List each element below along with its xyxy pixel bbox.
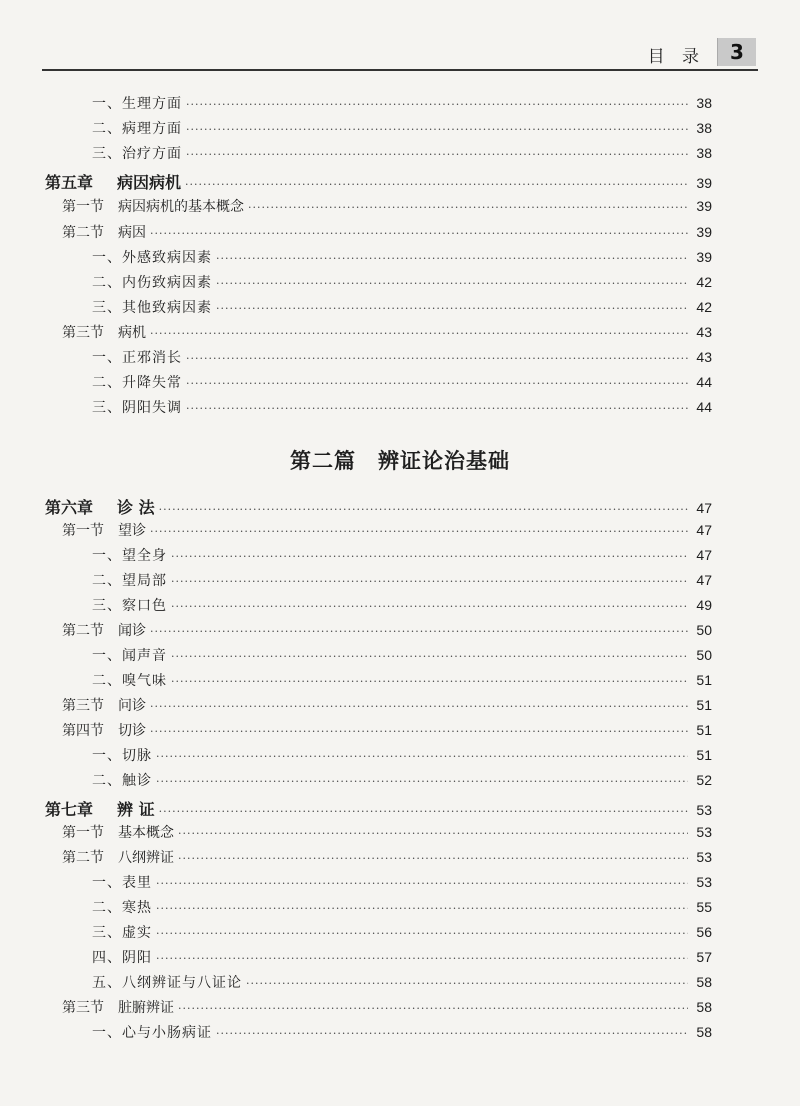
dot-leader	[185, 178, 688, 191]
toc-item-row	[92, 347, 712, 369]
toc-entry-name: 病因病机	[117, 173, 182, 192]
dot-leader	[186, 148, 688, 161]
toc-entry-prefix: 第一节	[62, 523, 104, 539]
toc-page-number: 38	[696, 145, 712, 161]
toc-item-row	[92, 397, 712, 419]
toc-page-number: 56	[696, 924, 712, 940]
toc-page-number: 53	[696, 849, 712, 865]
toc-entry-label: 三、阴阳失调	[92, 400, 182, 416]
dot-leader	[216, 252, 688, 265]
toc-entry-name: 病因病机的基本概念	[118, 199, 244, 215]
dot-leader	[156, 927, 688, 940]
dot-leader	[150, 625, 688, 638]
toc-item-row	[92, 297, 712, 319]
toc-page-number: 58	[696, 1024, 712, 1040]
toc-page-number: 39	[696, 224, 712, 240]
toc-page-number: 51	[696, 722, 712, 738]
toc-section-row	[62, 822, 712, 844]
toc-entry-label: 二、升降失常	[92, 375, 182, 391]
toc-page-number: 42	[696, 274, 712, 290]
toc-entry-name: 辨 证	[117, 800, 155, 819]
toc-entry-label: 三、其他致病因素	[92, 300, 212, 316]
dot-leader	[150, 327, 688, 340]
toc-entry-label	[45, 797, 155, 820]
dot-leader	[216, 277, 688, 290]
toc-section-row	[62, 847, 712, 869]
toc-item-row	[92, 93, 712, 115]
toc-page-number: 47	[696, 500, 712, 516]
toc-entry-name: 八纲辨证	[118, 850, 174, 866]
header-label: 目 录	[647, 47, 705, 67]
toc-section-row	[62, 196, 712, 218]
toc-entry-prefix: 第三节	[62, 698, 104, 714]
toc-page-number: 47	[696, 522, 712, 538]
toc-entry-label	[62, 222, 146, 242]
toc-item-row	[92, 247, 712, 269]
toc-entry-label: 二、嗅气味	[92, 673, 167, 689]
dot-leader	[186, 98, 688, 111]
dot-leader	[150, 227, 688, 240]
toc-entry-prefix: 第四节	[62, 723, 104, 739]
dot-leader	[178, 827, 688, 840]
toc-entry-label: 三、察口色	[92, 598, 167, 614]
toc-section-row	[62, 322, 712, 344]
toc-page-number: 53	[696, 802, 712, 818]
toc-entry-prefix: 第二节	[62, 225, 104, 241]
toc-page-number: 43	[696, 349, 712, 365]
toc-entry-label	[45, 170, 181, 193]
header-rule	[42, 69, 758, 71]
dot-leader	[171, 550, 688, 563]
toc-item-row	[92, 897, 712, 919]
toc-item-row	[92, 272, 712, 294]
toc-entry-label	[62, 822, 174, 842]
toc-page-number: 44	[696, 399, 712, 415]
toc-page-number: 50	[696, 647, 712, 663]
toc-entry-prefix: 第六章	[45, 498, 94, 517]
toc-chapter-row	[45, 495, 712, 517]
toc-entry-label: 一、表里	[92, 875, 152, 891]
toc-item-row	[92, 372, 712, 394]
toc-entry-label: 二、望局部	[92, 573, 167, 589]
toc-entry-label	[62, 620, 146, 640]
toc-entry-label: 四、阴阳	[92, 950, 152, 966]
dot-leader	[156, 775, 688, 788]
dot-leader	[156, 750, 688, 763]
toc-entry-label: 二、内伤致病因素	[92, 275, 212, 291]
toc-item-row	[92, 545, 712, 567]
toc-entry-label: 一、切脉	[92, 748, 152, 764]
toc-entry-prefix: 第五章	[45, 173, 94, 192]
toc-entry-label: 三、治疗方面	[92, 146, 182, 162]
toc-page-number: 39	[696, 175, 712, 191]
part-title-name: 辨证论治基础	[378, 449, 510, 473]
toc-entry-prefix: 第二节	[62, 850, 104, 866]
toc-entry-prefix: 第一节	[62, 825, 104, 841]
toc-item-row	[92, 595, 712, 617]
toc-entry-label: 二、触诊	[92, 773, 152, 789]
dot-leader	[186, 377, 688, 390]
toc-entry-prefix: 第七章	[45, 800, 94, 819]
dot-leader	[156, 902, 688, 915]
toc-page-number: 49	[696, 597, 712, 613]
dot-leader	[150, 725, 688, 738]
toc-page-number: 47	[696, 572, 712, 588]
toc-entry-name: 问诊	[118, 698, 146, 714]
dot-leader	[150, 525, 688, 538]
dot-leader	[156, 952, 688, 965]
dot-leader	[216, 302, 688, 315]
toc-item-row	[92, 770, 712, 792]
toc-item-row	[92, 922, 712, 944]
toc-section-row	[62, 520, 712, 542]
toc-page-number: 39	[696, 249, 712, 265]
toc-entry-label: 二、病理方面	[92, 121, 182, 137]
toc-page-number: 57	[696, 949, 712, 965]
toc-page-number: 55	[696, 899, 712, 915]
toc-page-number: 42	[696, 299, 712, 315]
toc-page-number: 38	[696, 120, 712, 136]
part-title	[0, 445, 800, 475]
toc-page-number: 58	[696, 974, 712, 990]
toc-entry-label	[62, 847, 174, 867]
toc-entry-name: 闻诊	[118, 623, 146, 639]
toc-entry-name: 诊 法	[117, 498, 155, 517]
toc-page-number: 51	[696, 672, 712, 688]
toc-entry-label: 五、八纲辨证与八证论	[92, 975, 242, 991]
toc-page-number: 53	[696, 874, 712, 890]
toc-entry-label: 一、闻声音	[92, 648, 167, 664]
part-title-prefix: 第二篇	[290, 449, 356, 473]
toc-section-row	[62, 695, 712, 717]
toc-item-row	[92, 972, 712, 994]
toc-item-row	[92, 645, 712, 667]
toc-entry-label	[62, 997, 174, 1017]
toc-page-number: 39	[696, 198, 712, 214]
toc-section-row	[62, 620, 712, 642]
toc-entry-label	[62, 695, 146, 715]
toc-entry-prefix: 第三节	[62, 1000, 104, 1016]
toc-entry-prefix: 第三节	[62, 325, 104, 341]
dot-leader	[216, 1027, 688, 1040]
toc-entry-label: 一、心与小肠病证	[92, 1025, 212, 1041]
page-number: 3	[717, 38, 756, 66]
toc-page-number: 43	[696, 324, 712, 340]
toc-item-row	[92, 745, 712, 767]
dot-leader	[150, 700, 688, 713]
toc-entry-name: 病机	[118, 325, 146, 341]
toc-page-number: 44	[696, 374, 712, 390]
toc-chapter-row	[45, 797, 712, 819]
toc-section-row	[62, 720, 712, 742]
dot-leader	[178, 1002, 688, 1015]
toc-item-row	[92, 1022, 712, 1044]
toc-entry-name: 病因	[118, 225, 146, 241]
toc-entry-label: 一、外感致病因素	[92, 250, 212, 266]
toc-entry-label: 二、寒热	[92, 900, 152, 916]
toc-entry-label: 一、望全身	[92, 548, 167, 564]
dot-leader	[186, 352, 688, 365]
toc-entry-label	[62, 520, 146, 540]
dot-leader	[248, 201, 688, 214]
toc-page-number: 38	[696, 95, 712, 111]
toc-page-number: 47	[696, 547, 712, 563]
toc-item-row	[92, 947, 712, 969]
toc-page-number: 51	[696, 747, 712, 763]
toc-page-number: 52	[696, 772, 712, 788]
toc-item-row	[92, 872, 712, 894]
toc-page-number: 51	[696, 697, 712, 713]
dot-leader	[186, 123, 688, 136]
toc-entry-label: 一、正邪消长	[92, 350, 182, 366]
dot-leader	[246, 977, 688, 990]
page-header	[0, 0, 800, 80]
toc-item-row	[92, 570, 712, 592]
dot-leader	[171, 600, 688, 613]
toc-section-row	[62, 997, 712, 1019]
toc-entry-name: 切诊	[118, 723, 146, 739]
dot-leader	[186, 402, 688, 415]
toc-section-row	[62, 222, 712, 244]
toc-entry-name: 基本概念	[118, 825, 174, 841]
toc-entry-label	[62, 322, 146, 342]
toc-chapter-row	[45, 170, 712, 192]
toc-entry-label: 三、虚实	[92, 925, 152, 941]
dot-leader	[178, 852, 688, 865]
toc-entry-label	[45, 495, 155, 518]
dot-leader	[171, 575, 688, 588]
dot-leader	[171, 675, 688, 688]
toc-entry-label	[62, 720, 146, 740]
dot-leader	[171, 650, 688, 663]
dot-leader	[159, 503, 688, 516]
toc-page-number: 50	[696, 622, 712, 638]
toc-page-number: 53	[696, 824, 712, 840]
toc-entry-label: 一、生理方面	[92, 96, 182, 112]
toc-entry-prefix: 第二节	[62, 623, 104, 639]
dot-leader	[156, 877, 688, 890]
toc-entry-name: 望诊	[118, 523, 146, 539]
toc-item-row	[92, 143, 712, 165]
toc-entry-name: 脏腑辨证	[118, 1000, 174, 1016]
toc-page-number: 58	[696, 999, 712, 1015]
toc-entry-label	[62, 196, 244, 216]
toc-item-row	[92, 670, 712, 692]
toc-item-row	[92, 118, 712, 140]
dot-leader	[159, 805, 688, 818]
toc-entry-prefix: 第一节	[62, 199, 104, 215]
